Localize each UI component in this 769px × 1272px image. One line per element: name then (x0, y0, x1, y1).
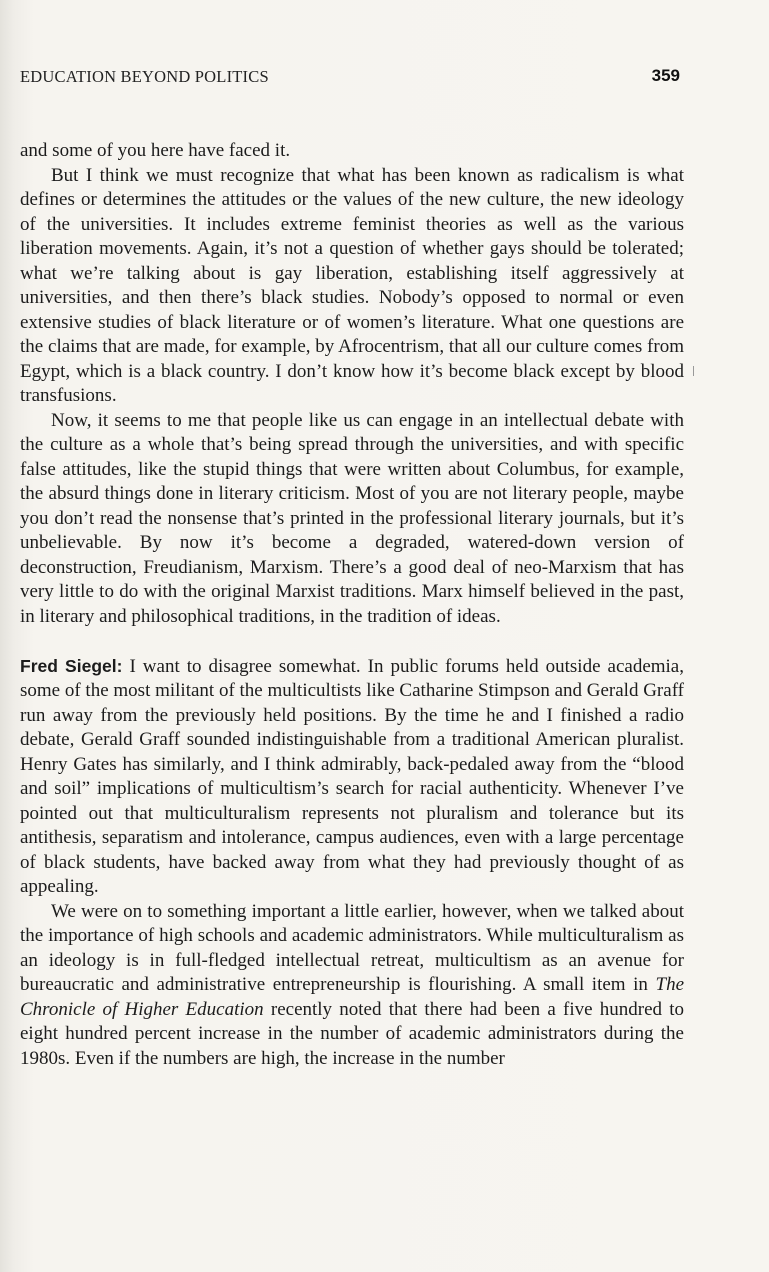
margin-mark (693, 366, 694, 376)
speaker-name: Fred Siegel: (20, 655, 123, 676)
speaker-remarks: I want to disagree somewhat. In public forums held outside academia, some of the most militant of the multicultists like Catharine Stimpson and Gerald Graff run away from the previously held positions. By the time he and I finished a radio debate, Gerald Graff sounded indistinguishable from a traditional American pluralist. Henry Gates has similarly, and I think admirably, back-pedaled away from the “blood and soil” implications of multicultism’s search for racial authenticity. Whenever I’ve pointed out that multiculturalism represents not pluralism and tolerance but its antithesis, separatism and intolerance, campus audiences, even with a large percentage of black students, have backed away from what they had previously thought of as appealing. (20, 655, 685, 897)
paragraph-fred-siegel (20, 654, 684, 900)
paragraph-continuation: and some of you here have faced it. (20, 140, 291, 161)
publication-title: The Chronicle of Higher Education (20, 974, 684, 1020)
running-header (20, 67, 680, 91)
paragraph-text-part-1: We were on to something important a little earlier, however, when we talked about the importance of high schools and academic administrators. While multiculturalism as an ideology is in full-fledged intellectual retreat, multicultism as an avenue for bureaucratic and administrative entrepreneurship is flourishing. A small item in (20, 900, 684, 995)
page-number: 359 (651, 66, 680, 85)
paragraph-radicalism: But I think we must recognize that what has been known as radicalism is what defines or determines the attitudes or the values of the new culture, the new ideology of the universities. It includes extreme feminist theories as well as the various liberation movements. Again, it’s not a question of whether gays should be tolerated; what we’re talking about is gay liberation, establishing itself aggressively at universities, and then there’s black studies. Nobody’s opposed to normal or even extensive studies of black literature or of women’s literature. What one questions are the claims that are made, for example, by Afrocentrism, that all our culture comes from Egypt, which is a black country. I don’t know how it’s become black except by blood transfusions. (20, 164, 684, 406)
paragraph-intellectual-debate: Now, it seems to me that people like us can engage in an intellectual debate with the culture as a whole that’s being spread through the universities, and with specific false attitudes, like the stupid things that were written about Columbus, for example, the absurd things done in literary criticism. Most of you are not literary people, maybe you don’t read the nonsense that’s printed in the professional literary journals, but it’s unbelievable. By now it’s become a degraded, watered-down version of deconstruction, Freudianism, Marxism. There’s a good deal of neo-Marxism that has very little to do with the original Marxist traditions. Marx himself believed in the past, in literary and philosophical traditions, in the tradition of ideas. (20, 409, 684, 627)
body-text (20, 139, 684, 1071)
running-title: EDUCATION BEYOND POLITICS (20, 67, 269, 86)
paragraph-administrators (20, 900, 684, 1072)
paragraph-text-part-2: recently noted that there had been a five hundred to eight hundred percent increase in the number of academic administrators during the 1980s. Even if the numbers are high, the increase in the number (20, 998, 685, 1069)
